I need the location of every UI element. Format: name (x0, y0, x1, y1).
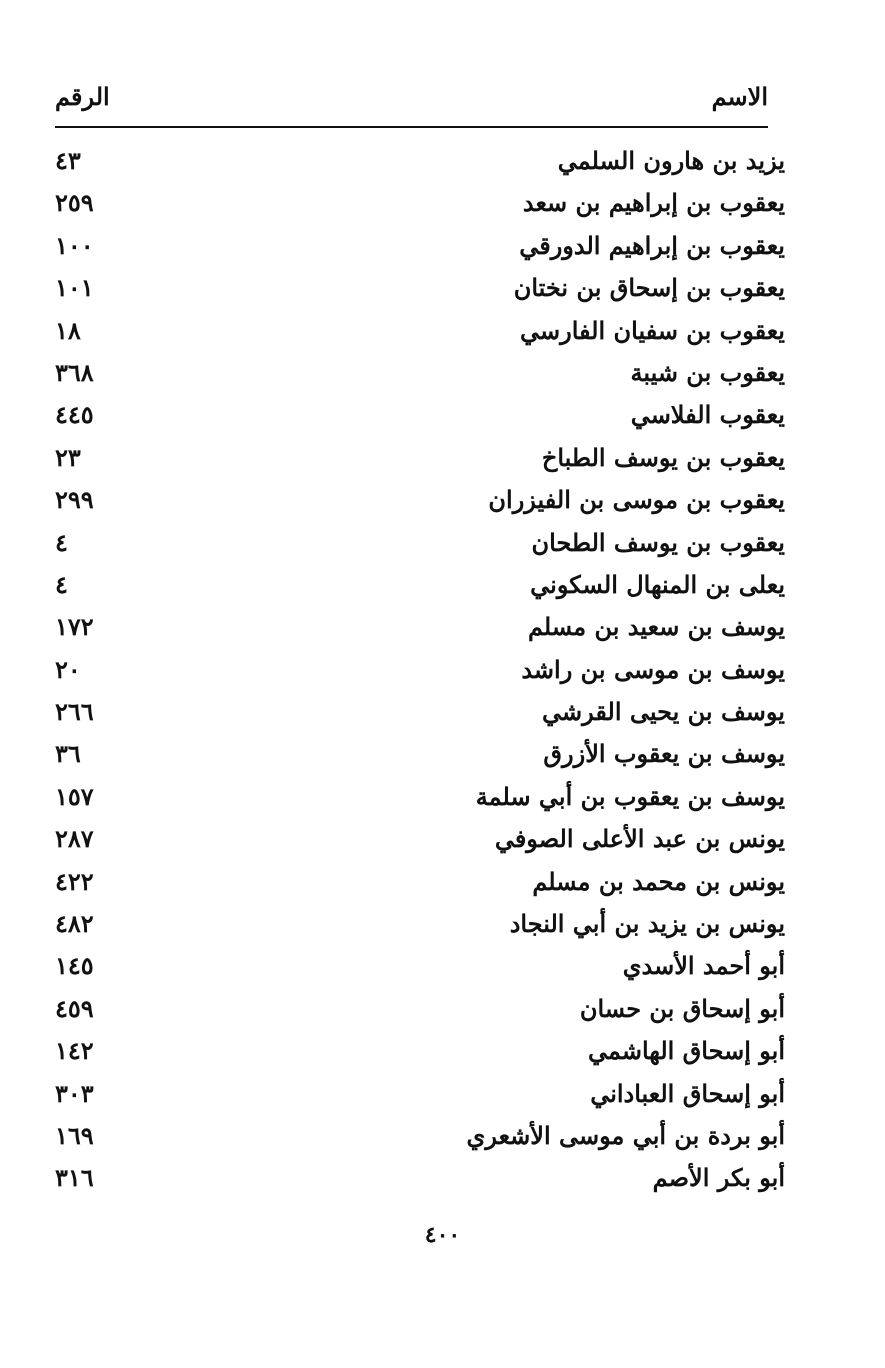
entry-number: ٣١٦ (55, 1163, 94, 1193)
table-row (55, 479, 785, 521)
table-row (55, 267, 785, 309)
entry-name: أبو إسحاق العباداني (590, 1078, 785, 1108)
entry-number: ٤٢٢ (55, 866, 94, 896)
entry-name: يعقوب بن يوسف الطباخ (541, 442, 785, 472)
table-header (55, 82, 768, 122)
entry-number: ١٧٢ (55, 612, 94, 642)
entry-name: يوسف بن يحيى القرشي (542, 697, 785, 727)
entry-number: ٢٦٦ (55, 697, 94, 727)
table-row (55, 733, 785, 775)
table-row (55, 606, 785, 648)
table-row (55, 945, 785, 987)
entry-number: ٣٦ (55, 739, 81, 769)
table-row (55, 225, 785, 267)
entry-number: ٢٨٧ (55, 824, 94, 854)
entry-name: أبو إسحاق الهاشمي (587, 1036, 785, 1066)
entry-name: أبو بردة بن أبي موسى الأشعري (466, 1120, 785, 1150)
entry-number: ٤ (55, 569, 68, 599)
entry-number: ٢٩٩ (55, 485, 94, 515)
entry-name: يوسف بن يعقوب الأزرق (543, 739, 785, 769)
entry-number: ٢٥٩ (55, 188, 94, 218)
table-row (55, 522, 785, 564)
table-row (55, 988, 785, 1030)
entry-number: ٢٣ (55, 442, 81, 472)
table-row (55, 691, 785, 733)
header-divider (55, 126, 768, 128)
entry-number: ١٥٧ (55, 781, 94, 811)
entry-number: ١٤٢ (55, 1036, 94, 1066)
entry-number: ٤ (55, 527, 68, 557)
table-row (55, 776, 785, 818)
table-row (55, 352, 785, 394)
number-column-header: الرقم (55, 82, 110, 111)
entry-number: ٤٣ (55, 146, 81, 175)
table-row (55, 1157, 785, 1199)
table-row (55, 140, 785, 182)
table-row (55, 394, 785, 436)
entry-name: أبو بكر الأصم (652, 1163, 785, 1193)
entry-name: أبو إسحاق بن حسان (579, 993, 785, 1023)
entry-number: ٣٠٣ (55, 1078, 94, 1108)
entry-name: يعقوب بن إسحاق بن نختان (513, 273, 785, 303)
table-row (55, 182, 785, 224)
entry-number: ١٨ (55, 315, 81, 345)
entry-name: أبو أحمد الأسدي (622, 951, 785, 981)
entry-name: يوسف بن سعيد بن مسلم (527, 612, 785, 642)
entry-number: ١٠١ (55, 273, 94, 303)
entry-name: يزيد بن هارون السلمي (557, 146, 785, 175)
entry-name: يعقوب بن سفيان الفارسي (520, 315, 785, 345)
entry-number: ٤٥٩ (55, 993, 94, 1023)
entry-name: يوسف بن موسى بن راشد (521, 654, 785, 684)
table-row (55, 310, 785, 352)
entry-name: يعقوب بن إبراهيم بن سعد (522, 188, 785, 218)
entry-number: ٢٠ (55, 654, 81, 684)
table-row (55, 1115, 785, 1157)
entry-number: ٤٨٢ (55, 909, 94, 939)
table-row (55, 1030, 785, 1072)
entry-number: ١٠٠ (55, 230, 94, 260)
entry-number: ٣٦٨ (55, 357, 94, 387)
entry-name: يوسف بن يعقوب بن أبي سلمة (475, 781, 785, 811)
name-column-header: الاسم (711, 82, 768, 111)
index-list (55, 140, 785, 1210)
table-row (55, 1073, 785, 1115)
entry-number: ٤٤٥ (55, 400, 94, 430)
page-number: ٤٠٠ (424, 1222, 461, 1248)
table-row (55, 564, 785, 606)
table-row (55, 861, 785, 903)
entry-number: ١٤٥ (55, 951, 94, 981)
table-row (55, 437, 785, 479)
entry-name: يعقوب بن يوسف الطحان (531, 527, 785, 557)
entry-name: يعقوب بن إبراهيم الدورقي (519, 230, 785, 260)
entry-name: يعلى بن المنهال السكوني (530, 569, 785, 599)
table-row (55, 649, 785, 691)
table-row (55, 903, 785, 945)
entry-name: يعقوب الفلاسي (630, 400, 785, 430)
entry-name: يونس بن يزيد بن أبي النجاد (509, 909, 785, 939)
entry-number: ١٦٩ (55, 1120, 94, 1150)
entry-name: يونس بن محمد بن مسلم (532, 866, 785, 896)
table-row (55, 818, 785, 860)
entry-name: يعقوب بن شيبة (630, 357, 785, 387)
entry-name: يعقوب بن موسى بن الفيزران (488, 485, 785, 515)
entry-name: يونس بن عبد الأعلى الصوفي (494, 824, 785, 854)
